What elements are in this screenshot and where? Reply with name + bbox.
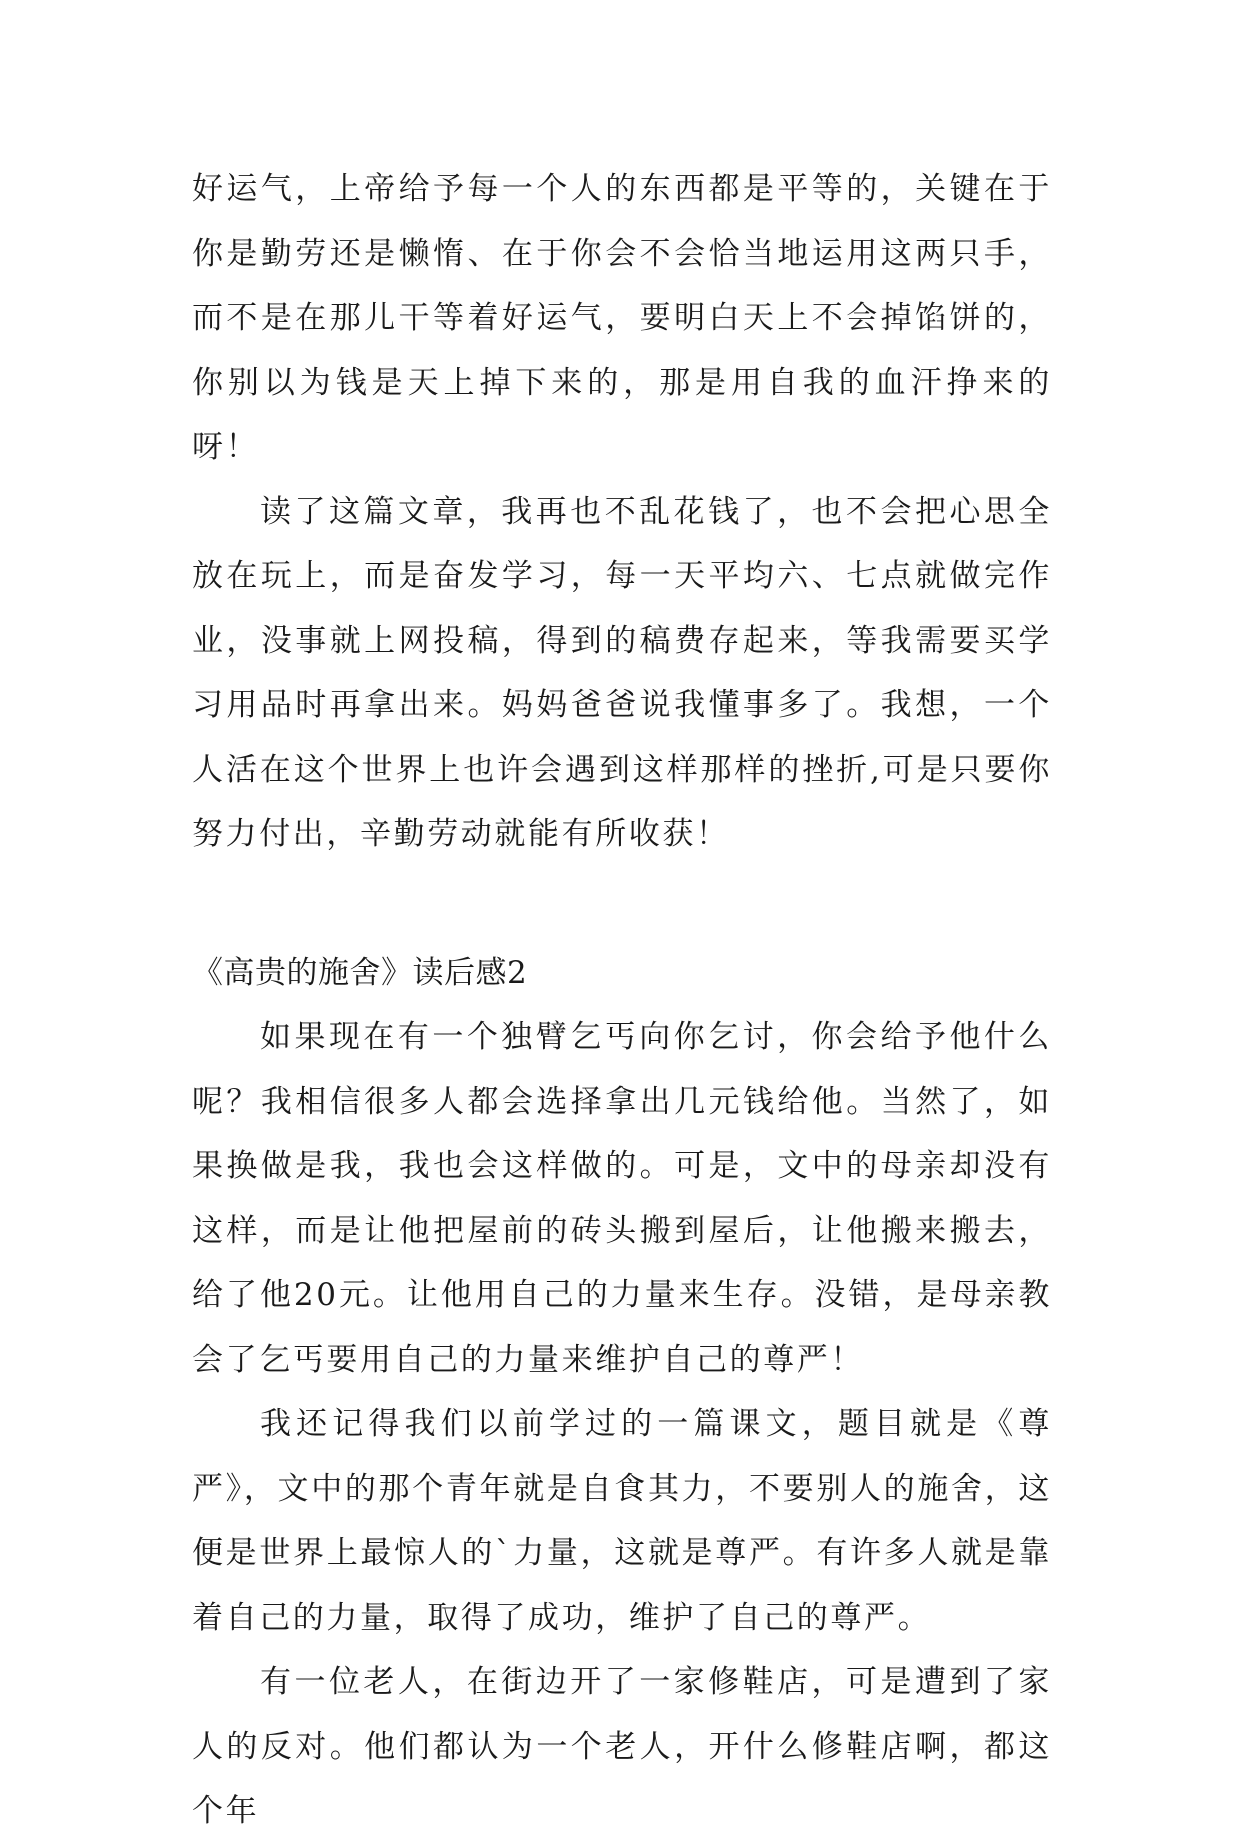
paragraph-old-man: 有一位老人，在街边开了一家修鞋店，可是遭到了家人的反对。他们都认为一个老人，开什么修鞋店啊，都这个年: [192, 1664, 1052, 1829]
paragraph-reflection: 读了这篇文章，我再也不乱花钱了，也不会把心思全放在玩上，而是奋发学习，每一天平均六、七点就做完作业，没事就上网投稿，得到的稿费存起来，等我需要买学习用品时再拿出来。妈妈爸爸说我懂事多了。我想，一个人活在这个世界上也许会遇到这样那样的挫折,可是只要你努力付出，辛勤劳动就能有所收获！: [192, 493, 1052, 852]
paragraph-beggar: 如果现在有一个独臂乞丐向你乞讨，你会给予他什么呢？我相信很多人都会选择拿出几元钱给他。当然了，如果换做是我，我也会这样做的。可是，文中的母亲却没有这样，而是让他把屋前的砖头搬到屋后，让他搬来搬去，给了他20元。让他用自己的力量来生存。没错，是母亲教会了乞丐要用自己的力量来维护自己的尊严！: [192, 1019, 1052, 1378]
paragraph-dignity: 我还记得我们以前学过的一篇课文，题目就是《尊严》，文中的那个青年就是自食其力，不要别人的施舍，这便是世界上最惊人的`力量，这就是尊严。有许多人就是靠着自己的力量，取得了成功，维护了自己的尊严。: [192, 1406, 1052, 1636]
paragraph-continued: 好运气，上帝给予每一个人的东西都是平等的，关键在于你是勤劳还是懒惰、在于你会不会恰当地运用这两只手，而不是在那儿干等着好运气，要明白天上不会掉馅饼的，你别以为钱是天上掉下来的，那是用自我的血汗挣来的呀！: [192, 171, 1052, 465]
document-page: [192, 157, 1052, 1844]
section-title: 《高贵的施舍》读后感2: [192, 954, 528, 991]
